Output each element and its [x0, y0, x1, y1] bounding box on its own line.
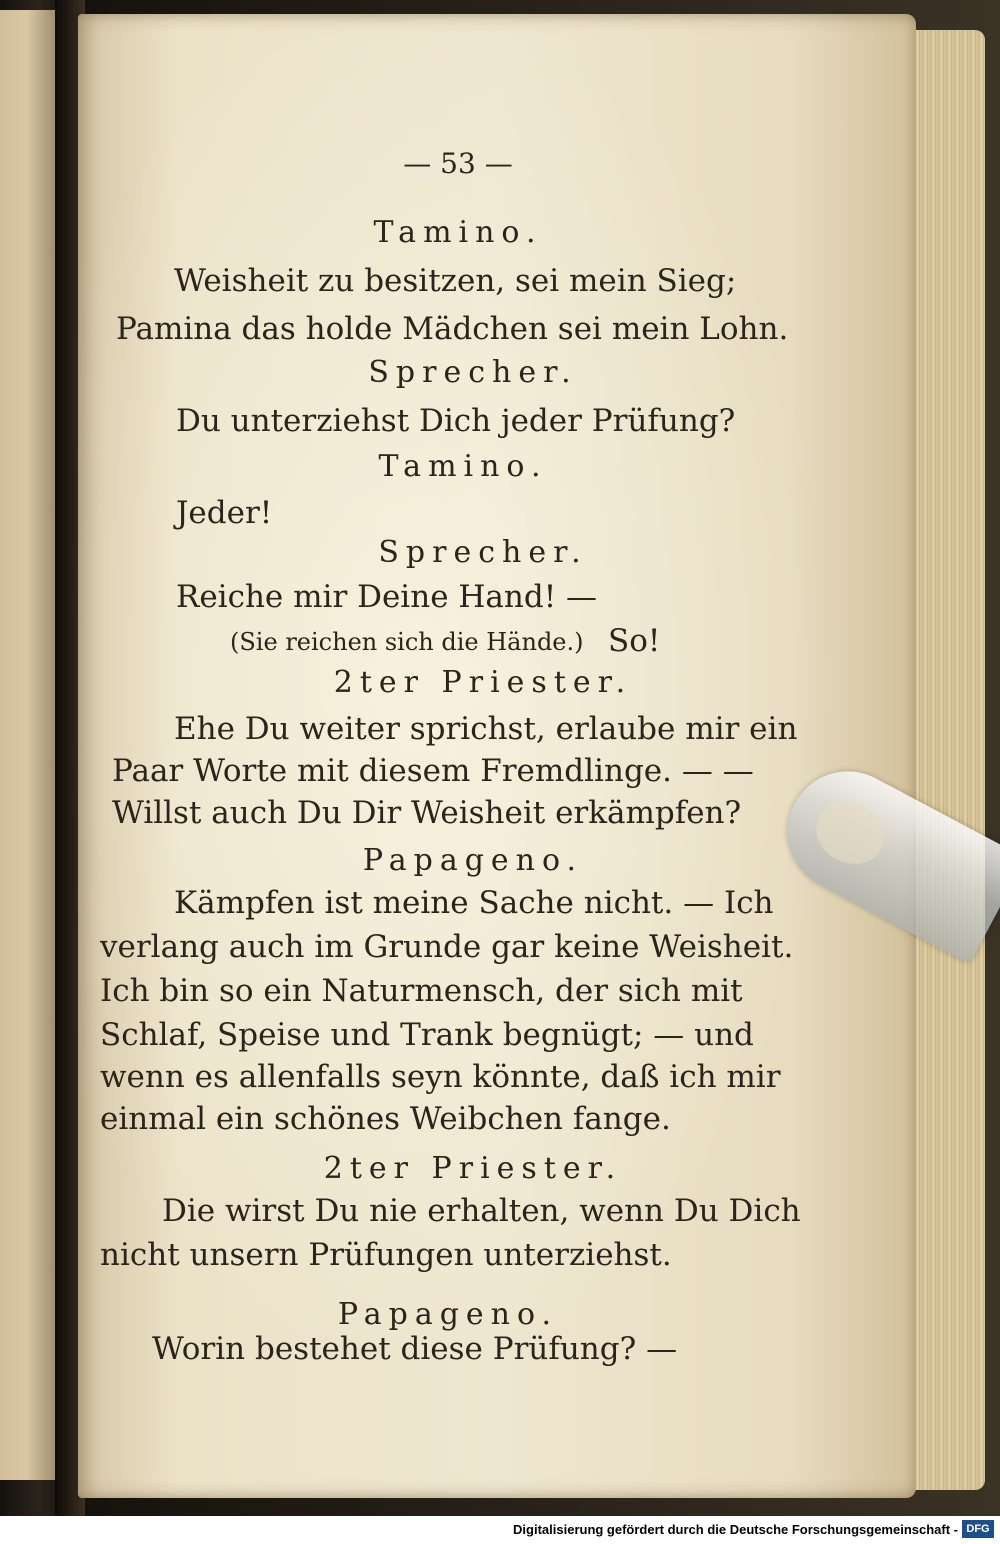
- text-line: Worin bestehet diese Prüfung? —: [152, 1331, 678, 1367]
- stage-direction: (Sie reichen sich die Hände.): [230, 628, 584, 656]
- footer-bar: [0, 1516, 1000, 1544]
- text-line: Ehe Du weiter sprichst, erlaube mir ein: [174, 711, 798, 747]
- text-line: Du unterziehst Dich jeder Prüfung?: [176, 403, 736, 439]
- page-number: — 53 —: [403, 147, 513, 180]
- text-line: Paar Worte mit diesem Fremdlinge. — —: [112, 753, 754, 789]
- text-line: Die wirst Du nie erhalten, wenn Du Dich: [162, 1193, 801, 1229]
- clip-hole: [805, 790, 895, 876]
- text-line: Jeder!: [176, 495, 273, 531]
- text-line: Pamina das holde Mädchen sei mein Lohn.: [116, 311, 789, 347]
- text-line: einmal ein schönes Weibchen fange.: [100, 1101, 671, 1137]
- speaker-heading: Tamino.: [373, 215, 543, 250]
- text-line: Willst auch Du Dir Weisheit erkämpfen?: [112, 795, 742, 831]
- speaker-heading: Tamino.: [378, 449, 548, 484]
- speaker-heading: Papageno.: [337, 1297, 559, 1332]
- text-line: Ich bin so ein Naturmensch, der sich mit: [100, 973, 743, 1009]
- speaker-heading: 2ter Priester.: [333, 665, 633, 700]
- speaker-heading: Sprecher.: [378, 535, 588, 570]
- speaker-heading: 2ter Priester.: [323, 1151, 623, 1186]
- footer-credit: Digitalisierung gefördert durch die Deutsche Forschungsgemeinschaft -: [513, 1522, 958, 1537]
- speaker-heading: Papageno.: [362, 843, 584, 878]
- text-line: So!: [608, 623, 661, 659]
- speaker-heading: Sprecher.: [368, 355, 578, 390]
- book-page: [78, 14, 916, 1498]
- text-line: nicht unsern Prüfungen unterziehst.: [100, 1237, 672, 1273]
- text-line: Kämpfen ist meine Sache nicht. — Ich: [174, 885, 774, 921]
- text-line: wenn es allenfalls seyn könnte, daß ich mir: [100, 1059, 781, 1095]
- text-line: Schlaf, Speise und Trank begnügt; — und: [100, 1017, 754, 1053]
- dfg-logo-icon: DFG: [962, 1520, 994, 1538]
- text-line: Weisheit zu besitzen, sei mein Sieg;: [174, 263, 737, 299]
- text-line: Reiche mir Deine Hand! —: [176, 579, 598, 615]
- text-line: verlang auch im Grunde gar keine Weisheit.: [100, 929, 794, 965]
